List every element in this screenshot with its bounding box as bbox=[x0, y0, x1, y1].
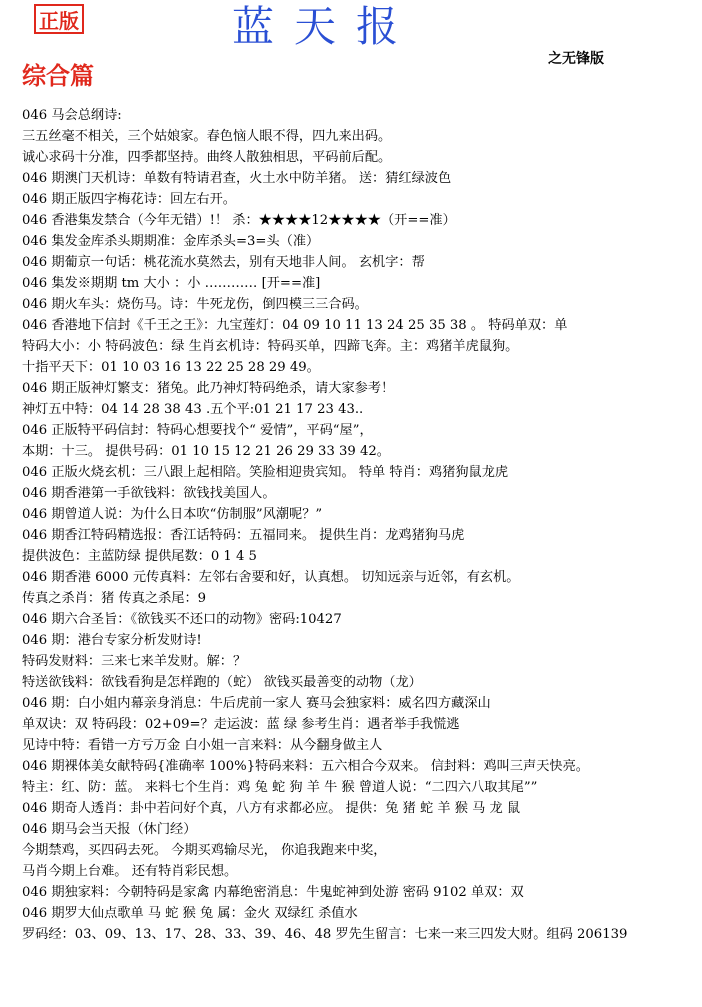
text-line: 特码发财料：三来七来羊发财。解：？ bbox=[22, 654, 247, 669]
text-line: 提供波色：主蓝防绿 提供尾数：0 1 4 5 bbox=[22, 549, 257, 564]
text-line: 046 期曾道人说：为什么日本吹“仿制服”风潮呢？” bbox=[22, 507, 323, 522]
text-line: 046 期葡京一句话：桃花流水莫然去，别有天地非人间。 玄机字：帮 bbox=[22, 255, 425, 270]
text-line: 诚心求码十分准，四季都坚持。曲终人散独相思，平码前后配。 bbox=[22, 150, 392, 165]
text-line: 特送欲钱料：欲钱看狗是怎样跑的（蛇） 欲钱买最善变的动物（龙） bbox=[22, 675, 422, 690]
text-line: 传真之杀肖：猪 传真之杀尾：9 bbox=[22, 591, 207, 606]
text-line: 马肖今期上台难。 还有特肖彩民想。 bbox=[22, 864, 238, 879]
text-line: 046 期澳门天机诗：单数有特请君查，火土水中防羊猪。 送：猜红绿波色 bbox=[22, 171, 452, 186]
text-line: 见诗中特：看错一方亏万金 白小姐一言来料：从今翻身做主人 bbox=[22, 738, 383, 753]
text-line: 046 期裸体美女献特码{准确率 100%}特码来料：五六相合今双来。 信封料：鸡叫三声天快亮。 bbox=[22, 759, 589, 774]
article-body bbox=[22, 105, 694, 945]
text-line: 特主：红、防：蓝。 来料七个生肖：鸡 兔 蛇 狗 羊 牛 猴 曾道人说：“二四六八取其尾”” bbox=[22, 780, 538, 795]
text-line: 046 期火车头：烧伤马。诗：牛死龙伤，倒四模三三合码。 bbox=[22, 297, 368, 312]
text-line: 046 马会总纲诗: bbox=[22, 108, 122, 123]
text-line: 046 香港集发禁合（今年无错）!！ 杀：★★★★12★★★★（开==准） bbox=[22, 213, 456, 228]
text-line: 本期：十三。 提供号码：01 10 15 12 21 26 29 33 39 42。 bbox=[22, 444, 390, 459]
text-line: 046 正版火烧玄机：三八跟上起相陪。笑脸相迎贵宾知。 特单 特肖：鸡猪狗鼠龙虎 bbox=[22, 465, 509, 480]
text-line: 046 集发金库杀头期期准：金库杀头=3=头（准） bbox=[22, 234, 320, 249]
text-line: 神灯五中特：04 14 28 38 43 .五个平:01 21 17 23 43.. bbox=[22, 402, 364, 417]
text-line: 特码大小：小 特码波色：绿 生肖玄机诗：特码买单，四蹄飞奔。主：鸡猪羊虎鼠狗。 bbox=[22, 339, 519, 354]
text-line: 罗码经：03、09、13、17、28、33、39、46、48 罗先生留言：七来一来三四发大财。组码 206139 bbox=[22, 927, 628, 942]
genuine-badge: 正版 bbox=[34, 4, 84, 34]
text-line: 三五丝毫不相关，三个姑娘家。春色恼人眼不得，四九来出码。 bbox=[22, 129, 392, 144]
page-title: 蓝天报 bbox=[231, 2, 418, 51]
text-line: 046 正版特平码信封：特码心想要找个“ 爱情”，平码“屋”， bbox=[22, 423, 373, 438]
edition-label: 之无锋版 bbox=[548, 51, 604, 67]
text-line: 046 期正版神灯繁支：猪兔。此乃神灯特码绝杀，请大家参考！ bbox=[22, 381, 395, 396]
text-line: 046 期独家料：今朝特码是家禽 内幕绝密消息：牛鬼蛇神到处游 密码 9102 单双：双 bbox=[22, 885, 524, 900]
text-line: 046 期正版四字梅花诗：回左右开。 bbox=[22, 192, 236, 207]
text-line: 单双诀：双 特码段：02+09=？走运波：蓝 绿 参考生肖：遇者举手我慌逃 bbox=[22, 717, 460, 732]
text-line: 046 期：白小姐内幕亲身消息：牛后虎前一家人 赛马会独家料：威名四方藏深山 bbox=[22, 696, 491, 711]
section-heading: 综合篇 bbox=[22, 62, 94, 90]
text-line: 十指平天下：01 10 03 16 13 22 25 28 29 49。 bbox=[22, 360, 320, 375]
text-line: 046 期：港台专家分析发财诗! bbox=[22, 633, 202, 648]
text-line: 046 期六合圣旨：《欲钱买不还口的动物》密码:10427 bbox=[22, 612, 342, 627]
text-line: 046 期香江特码精选报：香江话特码：五福同来。 提供生肖：龙鸡猪狗马虎 bbox=[22, 528, 465, 543]
text-line: 046 期罗大仙点歌单 马 蛇 猴 兔 属：金火 双绿红 杀值水 bbox=[22, 906, 358, 921]
text-line: 046 期奇人透肖：卦中若问好个真，八方有求都必应。 提供：兔 猪 蛇 羊 猴 马 龙 鼠 bbox=[22, 801, 521, 816]
text-line: 今期禁鸡，买四码去死。 今期买鸡输尽光， 你追我跑来中奖， bbox=[22, 843, 387, 858]
text-line: 046 期马会当天报（休门经） bbox=[22, 822, 197, 837]
text-line: 046 集发※期期 tm 大小 ：小 ………… [开==准] bbox=[22, 276, 321, 291]
text-line: 046 香港地下信封《千王之王》：九宝莲灯：04 09 10 11 13 24 25 35 38 。 特码单双：单 bbox=[22, 318, 568, 333]
text-line: 046 期香港 6000 元传真料：左邻右舍要和好，认真想。 切知远亲与近邻，有玄机。 bbox=[22, 570, 520, 585]
text-line: 046 期香港第一手欲钱料：欲钱找美国人。 bbox=[22, 486, 276, 501]
